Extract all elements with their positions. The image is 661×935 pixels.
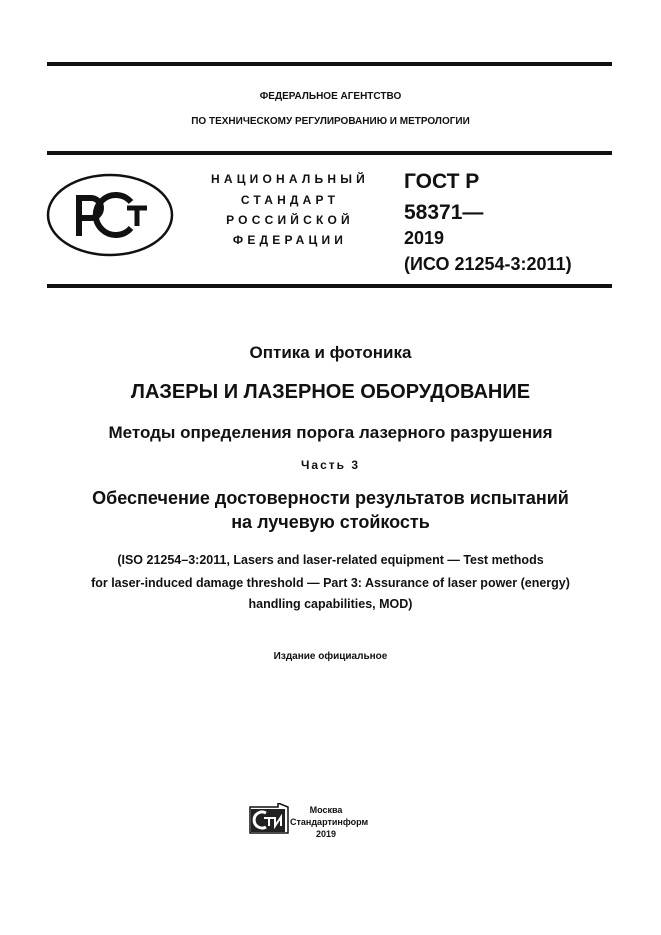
iso-reference-line-3: handling capabilities, MOD) [248, 597, 413, 611]
main-title: ЛАЗЕРЫ И ЛАЗЕРНОЕ ОБОРУДОВАНИЕ [130, 381, 531, 403]
national-standard-line-3: РОССИЙСКОЙ [226, 213, 354, 227]
gost-number: 58371— [404, 201, 484, 224]
field-title: Оптика и фотоника [249, 343, 412, 362]
agency-line-2: ПО ТЕХНИЧЕСКОМУ РЕГУЛИРОВАНИЮ И МЕТРОЛОГИИ [191, 116, 470, 127]
standartinform-logo [248, 803, 290, 837]
gost-year: 2019 [404, 228, 445, 248]
publisher-city: Москва [309, 805, 343, 815]
national-standard-line-1: НАЦИОНАЛЬНЫЙ [210, 172, 370, 186]
iso-reference-line-1: (ISO 21254–3:2011, Lasers and laser-related equipment — Test methods [117, 553, 544, 567]
publisher-year: 2019 [315, 829, 337, 839]
edition-label: Издание официальное [273, 651, 388, 662]
header-rule [47, 151, 612, 155]
publisher-name: Стандартинформ [290, 817, 369, 827]
subtitle: Методы определения порога лазерного разрушения [108, 423, 553, 442]
iso-reference-line-2: for laser-induced damage threshold — Part 3: Assurance of laser power (energy) [91, 576, 570, 590]
iso-equivalent: (ИСО 21254-3:2011) [404, 254, 572, 274]
gost-r-logo [45, 172, 175, 258]
designation-rule [47, 284, 612, 288]
agency-line-1: ФЕДЕРАЛЬНОЕ АГЕНТСТВО [259, 91, 402, 102]
part-title-line-1: Обеспечение достоверности результатов испытаний [92, 488, 569, 508]
top-rule [47, 62, 612, 66]
part-title-line-2: на лучевую стойкость [231, 512, 430, 532]
publisher-block [290, 804, 369, 840]
part-number: Часть 3 [300, 458, 361, 472]
gost-designation: ГОСТ Р [404, 170, 480, 193]
national-standard-line-4: ФЕДЕРАЦИИ [232, 233, 348, 247]
national-standard-line-2: СТАНДАРТ [240, 193, 340, 207]
